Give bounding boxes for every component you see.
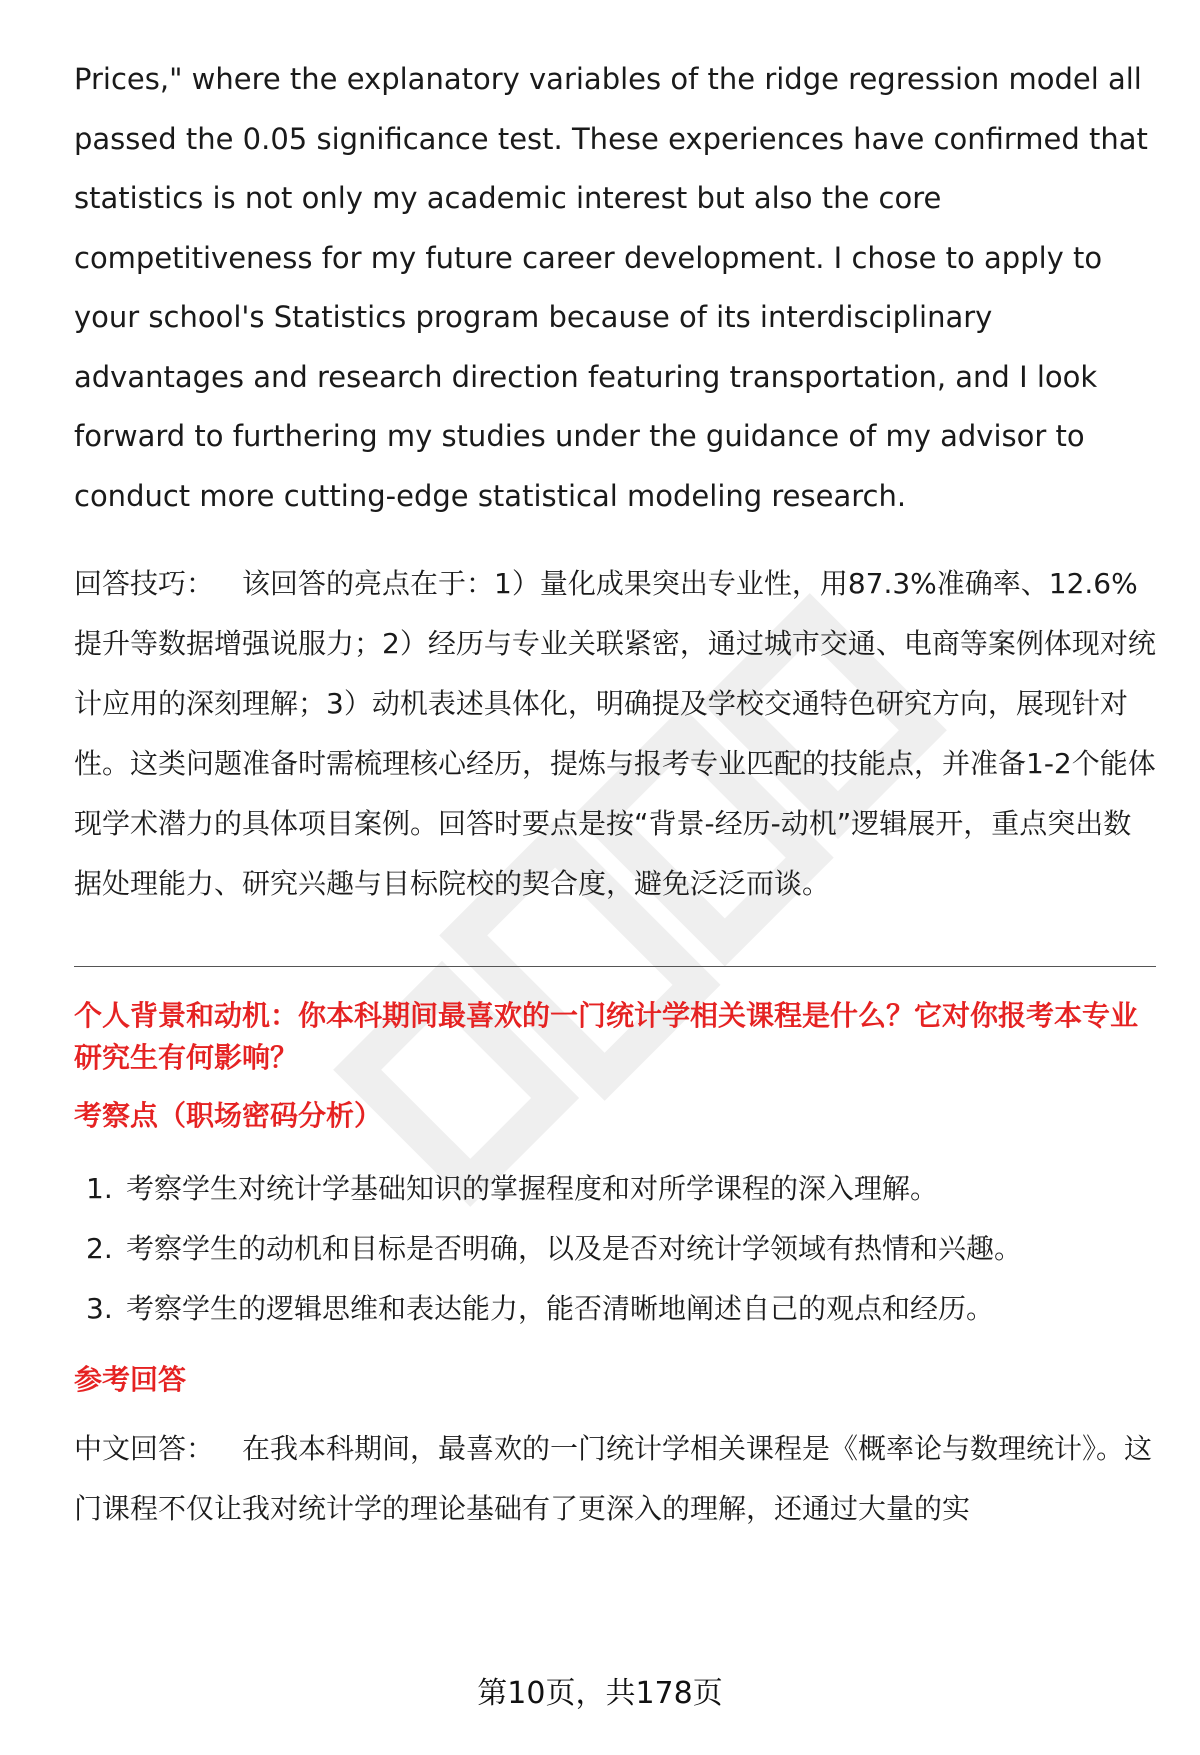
reference-answer-label: 中文回答：	[74, 1432, 215, 1465]
list-item-text: 考察学生的逻辑思维和表达能力，能否清晰地阐述自己的观点和经历。	[126, 1292, 995, 1325]
assessment-points	[74, 1159, 1156, 1339]
section-divider	[74, 966, 1156, 967]
list-item	[74, 1219, 1156, 1279]
list-item-number: 1.	[86, 1172, 113, 1205]
assessment-heading: 考察点（职场密码分析）	[74, 1099, 383, 1132]
list-item-text: 考察学生的动机和目标是否明确，以及是否对统计学领域有热情和兴趣。	[126, 1232, 1023, 1265]
question-title: 个人背景和动机：你本科期间最喜欢的一门统计学相关课程是什么？它对你报考本专业研究生有何影响？	[74, 999, 1139, 1074]
list-item-number: 3.	[86, 1292, 113, 1325]
page-number: 第10页，共178页	[477, 1676, 723, 1711]
list-item-text: 考察学生对统计学基础知识的掌握程度和对所学课程的深入理解。	[126, 1172, 939, 1205]
reference-answer-heading: 参考回答	[74, 1363, 187, 1396]
page-content	[74, 50, 1156, 1539]
list-item-number: 2.	[86, 1232, 113, 1265]
answer-tips-label: 回答技巧：	[74, 567, 215, 600]
answer-tips	[74, 554, 1156, 914]
answer-tips-text: 该回答的亮点在于：1）量化成果突出专业性，用87.3%准确率、12.6%提升等数据增强说服力；2）经历与专业关联紧密，通过城市交通、电商等案例体现对统计应用的深刻理解；3）动机表述具体化，明确提及学校交通特色研究方向，展现针对性。这类问题准备时需梳理核心经历，提炼与报考专业匹配的技能点，并准备1-2个能体现学术潜力的具体项目案例。回答时要点是按“背景-经历-动机”逻辑展开，重点突出数据处理能力、研究兴趣与目标院校的契合度，避免泛泛而谈。	[74, 567, 1156, 900]
list-item	[74, 1279, 1156, 1339]
reference-answer	[74, 1419, 1156, 1539]
reference-answer-text: 在我本科期间，最喜欢的一门统计学相关课程是《概率论与数理统计》。这门课程不仅让我对统计学的理论基础有了更深入的理解，还通过大量的实	[74, 1432, 1153, 1525]
intro-paragraph: Prices," where the explanatory variables of the ridge regression model all passed the 0.05 significance test. These experiences have confirmed that statistics is not only my academic interest but also the core competitiveness for my future career development. I chose to apply to your school's Statistics program because of its interdisciplinary advantages and research direction featuring transportation, and I look forward to furthering my studies under the guidance of my advisor to conduct more cutting-edge statistical modeling research.	[74, 62, 1148, 513]
list-item	[74, 1159, 1156, 1219]
